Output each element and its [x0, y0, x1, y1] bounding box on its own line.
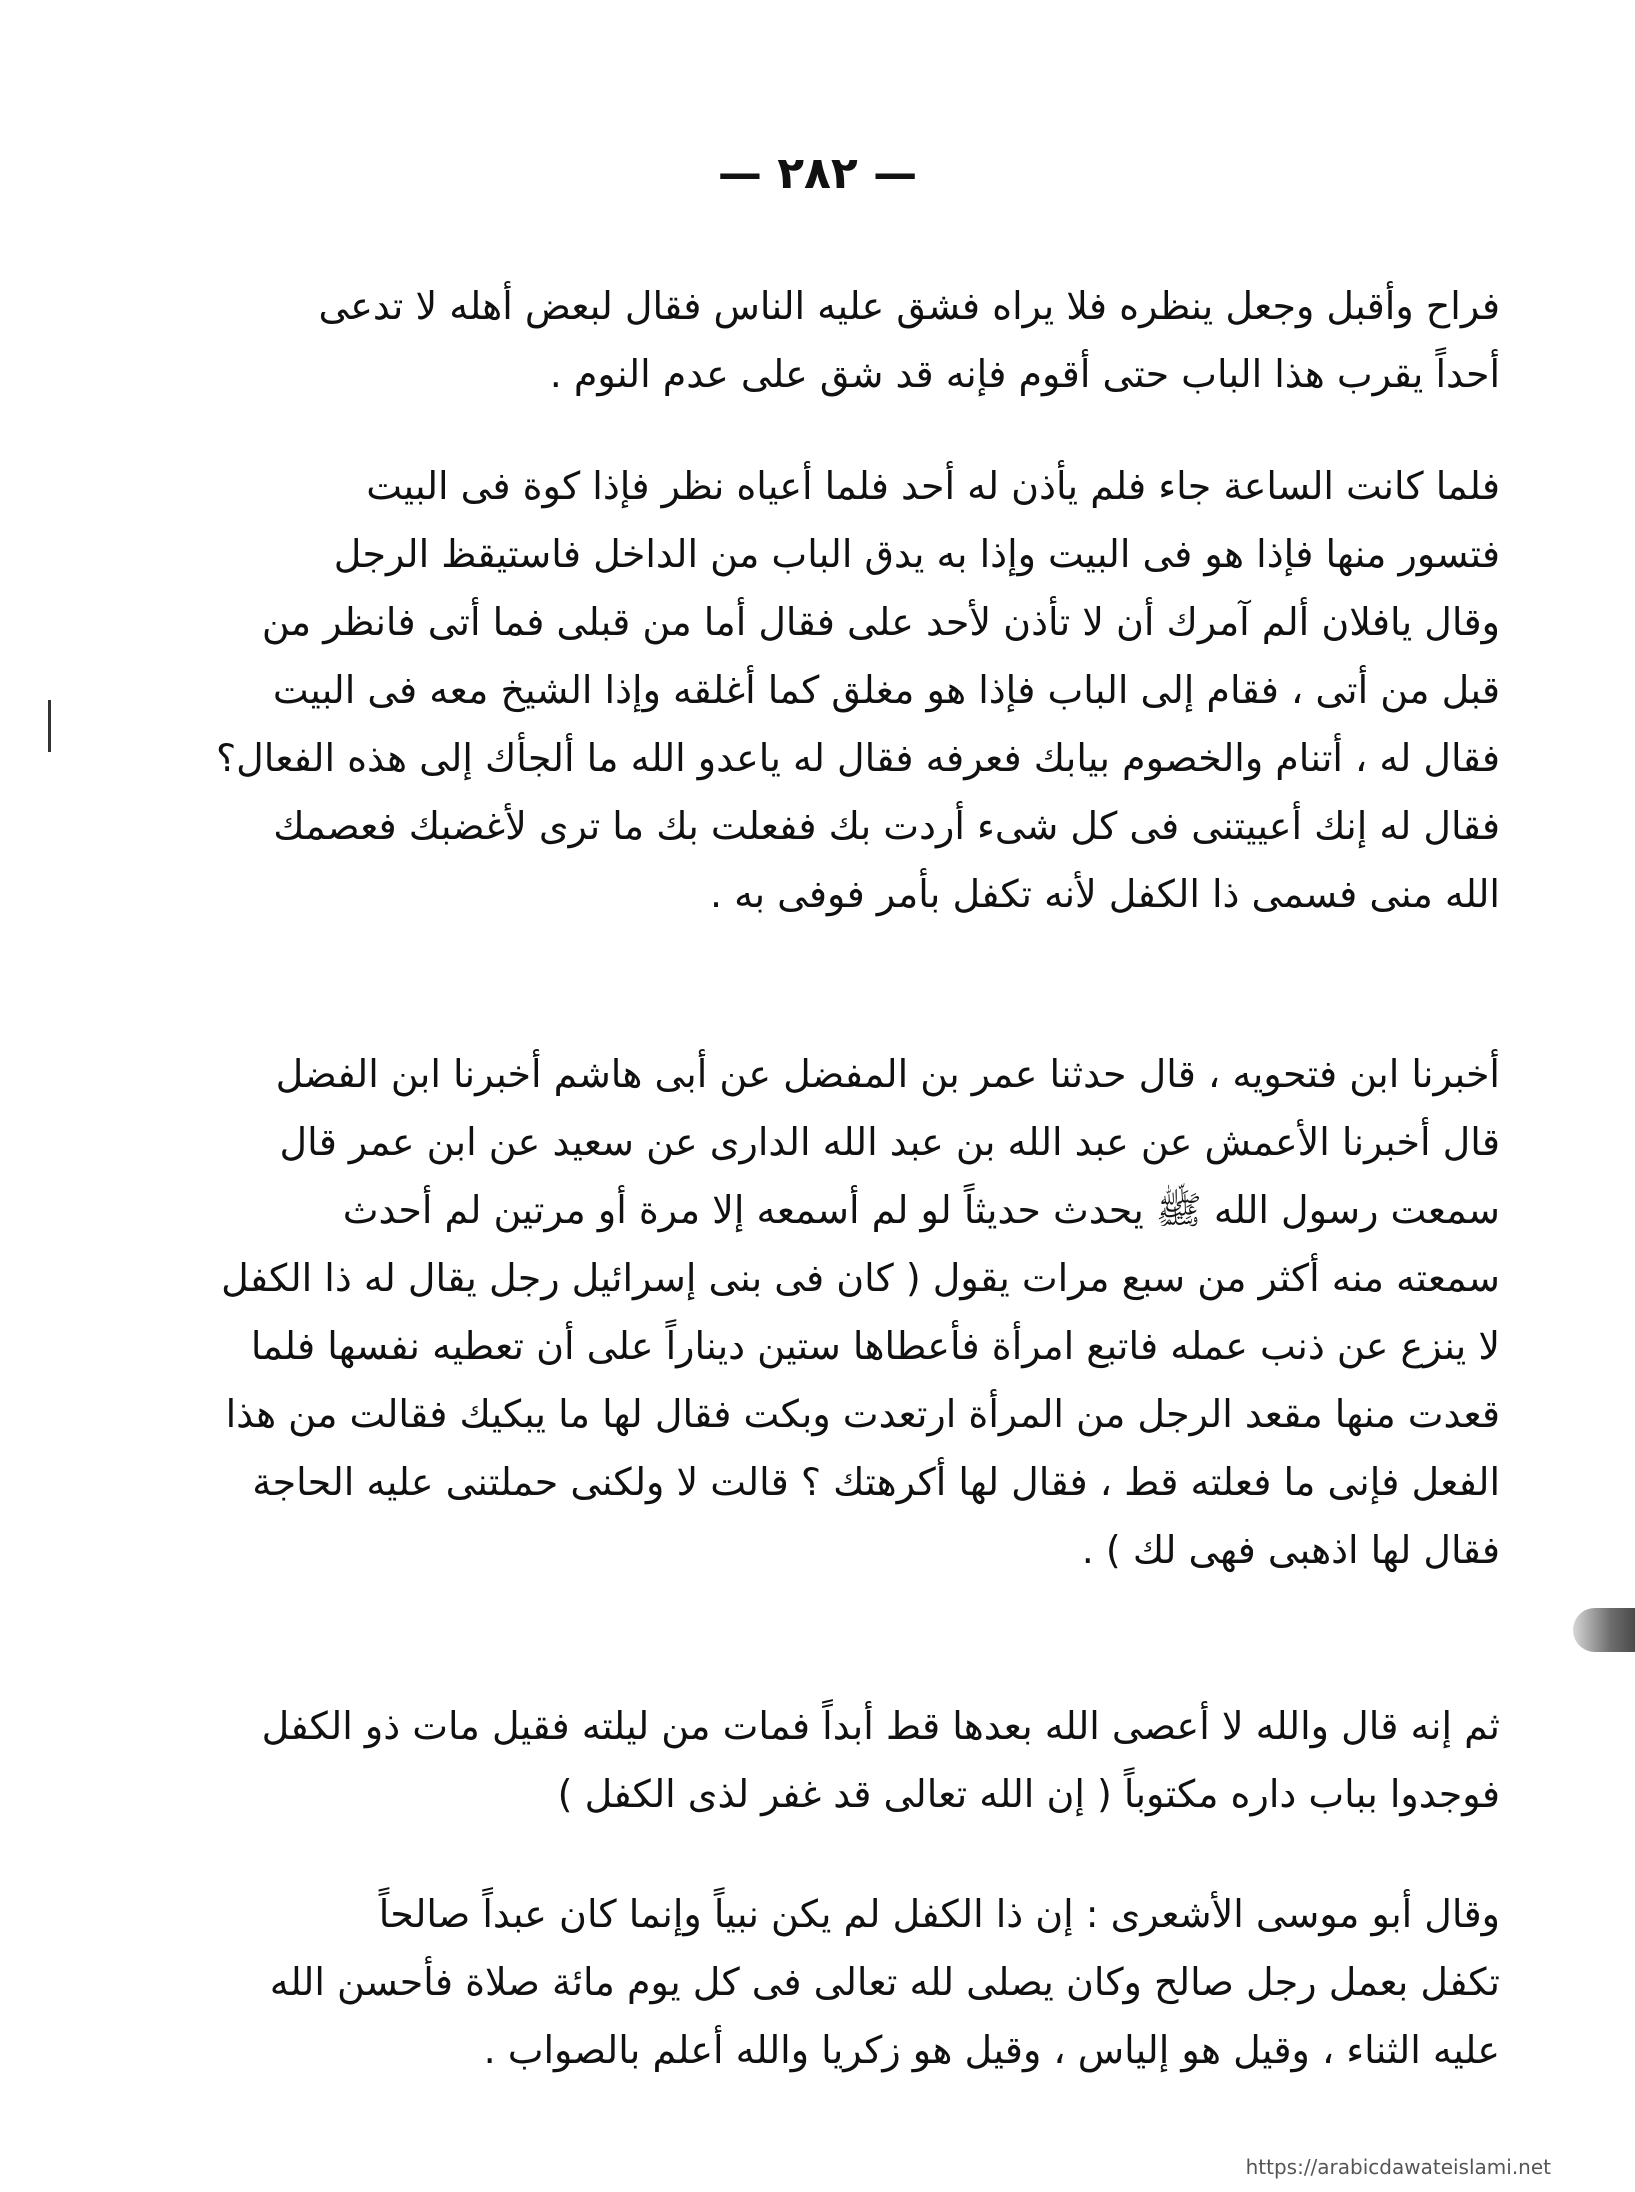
watermark-url[interactable]: https://arabicdawateislami.net	[1245, 2155, 1551, 2179]
text-line: فقال له إنك أعييتنى فى كل شىء أردت بك ففعلت بك ما ترى لأغضبك فعصمك	[273, 804, 1500, 848]
paragraph-1	[180, 272, 1500, 408]
text-line: فقال له ، أتنام والخصوم بيابك فعرفه فقال له ياعدو الله ما ألجأك إلى هذه الفعال؟	[215, 736, 1500, 780]
text-line: الله منى فسمى ذا الكفل لأنه تكفل بأمر فوفى به .	[709, 872, 1500, 916]
text-line: فقال لها اذهبى فهى لك ) .	[1081, 1528, 1500, 1572]
text-line: وقال يافلان ألم آمرك أن لا تأذن لأحد على فقال أما من قبلى فما أتى فانظر من	[261, 600, 1500, 644]
text-line: تكفل بعمل رجل صالح وكان يصلى لله تعالى فى كل يوم مائة صلاة فأحسن الله	[269, 1960, 1500, 2004]
text-line: عليه الثناء ، وقيل هو إلياس ، وقيل هو زكريا والله أعلم بالصواب .	[483, 2028, 1500, 2072]
text-line: لا ينزع عن ذنب عمله فاتبع امرأة فأعطاها ستين ديناراً على أن تعطيه نفسها فلما	[250, 1324, 1500, 1368]
text-line: سمعت رسول الله ﷺ يحدث حديثاً لو لم أسمعه إلا مرة أو مرتين لم أحدث	[342, 1188, 1500, 1232]
text-line: فلما كانت الساعة جاء فلم يأذن له أحد فلما أعياه نظر فإذا كوة فى البيت	[366, 464, 1500, 508]
text-line: فوجدوا بباب داره مكتوباً ( إن الله تعالى قد غفر لذى الكفل )	[557, 1772, 1500, 1816]
paragraph-4	[180, 1692, 1500, 1828]
text-line: أخبرنا ابن فتحويه ، قال حدثنا عمر بن المفضل عن أبى هاشم أخبرنا ابن الفضل	[275, 1052, 1500, 1096]
paragraph-3	[180, 1040, 1500, 1584]
text-line: أحداً يقرب هذا الباب حتى أقوم فإنه قد شق على عدم النوم .	[549, 352, 1500, 396]
text-line: سمعته منه أكثر من سبع مرات يقول ( كان فى بنى إسرائيل رجل يقال له ذا الكفل	[221, 1256, 1500, 1300]
text-line: وقال أبو موسى الأشعرى : إن ذا الكفل لم يكن نبياً وإنما كان عبداً صالحاً	[378, 1892, 1500, 1936]
text-line: فتسور منها فإذا هو فى البيت وإذا به يدق الباب من الداخل فاستيقظ الرجل	[333, 532, 1500, 576]
paragraph-2	[180, 452, 1500, 928]
paragraph-5	[180, 1880, 1500, 2084]
text-line: الفعل فإنى ما فعلته قط ، فقال لها أكرهتك ؟ قالت لا ولكنى حملتنى عليه الحاجة	[252, 1460, 1500, 1504]
page-number: — ٢٨٢ —	[717, 148, 918, 199]
scan-edge-mark	[48, 700, 51, 752]
text-line: قعدت منها مقعد الرجل من المرأة ارتعدت وبكت فقال لها ما يبكيك فقالت من هذا	[225, 1392, 1500, 1436]
scan-binding-shadow	[1573, 1608, 1635, 1652]
text-line: فراح وأقبل وجعل ينظره فلا يراه فشق عليه الناس فقال لبعض أهله لا تدعى	[318, 284, 1500, 328]
text-line: قال أخبرنا الأعمش عن عبد الله بن عبد الله الدارى عن سعيد عن ابن عمر قال	[279, 1120, 1500, 1164]
text-line: ثم إنه قال والله لا أعصى الله بعدها قط أبداً فمات من ليلته فقيل مات ذو الكفل	[261, 1704, 1500, 1748]
text-line: قبل من أتى ، فقام إلى الباب فإذا هو مغلق كما أغلقه وإذا الشيخ معه فى البيت	[272, 668, 1500, 712]
